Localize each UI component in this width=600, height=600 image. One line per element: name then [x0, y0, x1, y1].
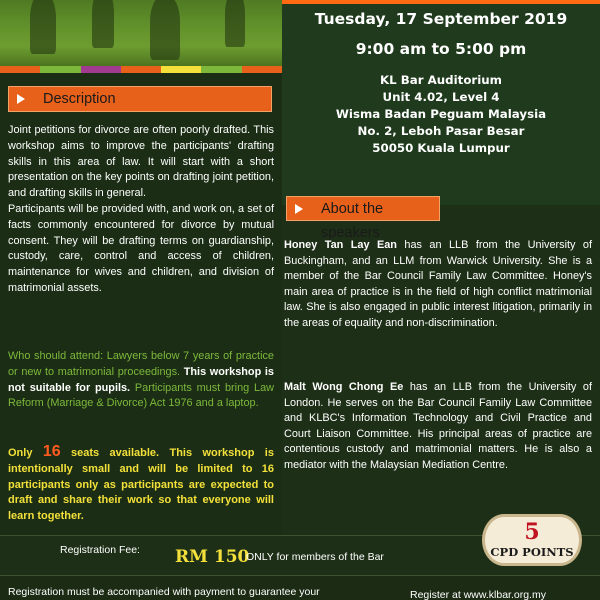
payment-note: Registration must be accompanied with payment to guarantee your: [8, 586, 320, 598]
stripe-segment: [201, 66, 241, 73]
seats-text: seats available. This workshop is intentionally small and will be limited to 16 participants only as participants are expected to draft and share their work so that everyone will learn together.: [8, 447, 274, 523]
seats-prefix: Only: [8, 447, 33, 459]
color-stripe: [0, 66, 282, 73]
bottom-strip: [0, 575, 600, 600]
header-photo: [0, 0, 282, 66]
cpd-points-number: 5: [524, 519, 540, 545]
speakers-heading: [286, 196, 440, 241]
venue-line: 50050 Kuala Lumpur: [372, 141, 510, 155]
divider: [0, 575, 600, 576]
description-heading-label: Description: [43, 91, 116, 107]
description-text: [8, 123, 274, 297]
event-time: 9:00 am to 5:00 pm: [355, 40, 527, 58]
seats-count: 16: [42, 443, 61, 460]
stripe-segment: [161, 66, 201, 73]
event-top-bar: [282, 0, 600, 4]
left-column: [0, 73, 282, 535]
speaker-1-bio: has an LLB from the University of Buckingham, and an LLM from Warwick University. She is a member of the Bar Council Family Law Committee. Honey's main area of practice is in the field of high conflict matrimonial law. She is also engaged in public interest litigation, primarily in the areas of equality and non-discrimination.: [284, 239, 593, 329]
stripe-segment: [81, 66, 121, 73]
registration-fee-note: ONLY for members of the Bar: [246, 551, 384, 563]
event-info: [282, 0, 600, 205]
register-link[interactable]: Register at www.klbar.org.my: [410, 589, 546, 600]
stripe-segment: [121, 66, 161, 73]
bring-text: Participants must bring Law Reform (Marriage & Divorce) Act 1976 and a laptop.: [8, 381, 274, 410]
description-heading: [8, 86, 272, 112]
registration-fee-label: Registration Fee:: [60, 544, 140, 556]
speaker-1: [284, 238, 592, 332]
stripe-segment: [0, 66, 40, 73]
registration-fee-amount: RM 150: [175, 547, 250, 567]
speakers-heading-label: About the speakers: [321, 201, 384, 241]
seats-notice: [8, 444, 274, 525]
speaker-2-bio: has an LLB from the University of London. He serves on the Bar Council Family Law Committee and KLBC's Information Technology and Civil Practice and Court Liaison Committee. His principal areas of practice are contentious custody and matrimonial matters. He is also a mediator with the Malaysian Mediation Centre.: [284, 381, 593, 471]
venue-line: Wisma Badan Peguam Malaysia: [335, 107, 547, 121]
cpd-points-label: CPD POINTS: [490, 545, 574, 559]
venue-line: KL Bar Auditorium: [380, 73, 502, 87]
venue-line: Unit 4.02, Level 4: [382, 90, 500, 104]
event-date: Tuesday, 17 September 2019: [314, 10, 568, 28]
not-suitable-text: This workshop is not suitable for pupils.: [8, 365, 274, 394]
who-attend-text: Who should attend: Lawyers below 7 years of practice or new to matrimonial proceedings.: [8, 350, 274, 378]
who-should-attend: [8, 349, 274, 412]
description-paragraph: Participants will be provided with, and work on, a set of facts commonly encountered for divorce by mutual consent. They will be drafting terms on guardianship, custody, care, control and access of children, maintenance for wives and children, and division of matrimonial assets.: [8, 202, 274, 294]
speaker-1-name: Honey Tan Lay Ean: [284, 239, 397, 251]
stripe-segment: [242, 66, 282, 73]
speaker-2: [284, 380, 592, 474]
description-paragraph: Joint petitions for divorce are often poorly drafted. This workshop aims to improve the participants' drafting skills in this area of law. It will start with a short presentation on the key points on drafting joint petition, and drafting skills in general.: [8, 124, 274, 200]
stripe-segment: [40, 66, 80, 73]
speaker-2-name: Malt Wong Chong Ee: [284, 381, 404, 393]
cpd-badge: [482, 514, 582, 566]
venue-line: No. 2, Leboh Pasar Besar: [357, 124, 525, 138]
